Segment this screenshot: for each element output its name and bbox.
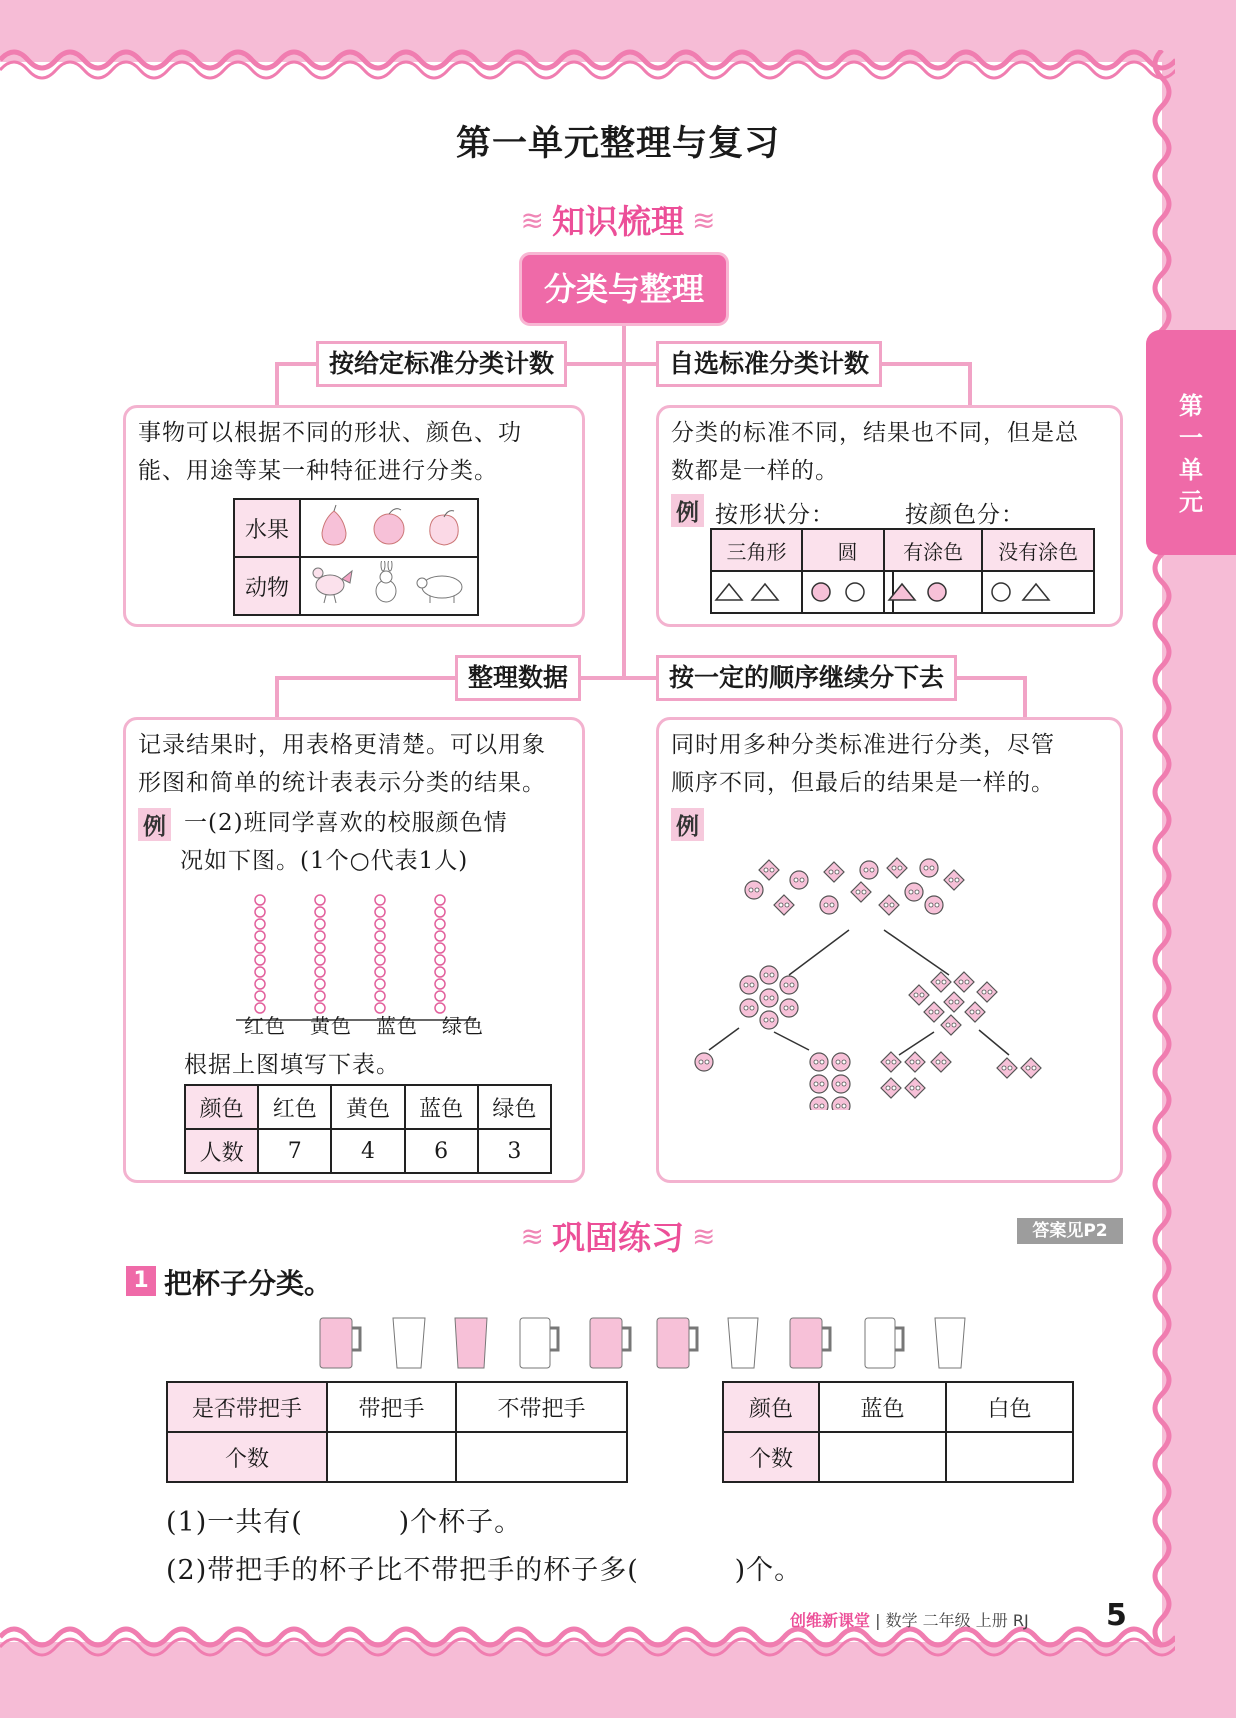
- pictograph-circle: [435, 979, 445, 989]
- pictograph-circle: [375, 931, 385, 941]
- pictograph-circle: [435, 955, 445, 965]
- cups-illustration: [315, 1310, 975, 1372]
- example-tag: 例: [671, 808, 704, 841]
- connector-line: [968, 362, 972, 407]
- box-given-standard: [123, 405, 585, 627]
- connector-line: [275, 362, 279, 407]
- pictograph-circle: [435, 895, 445, 905]
- cup-icon: [455, 1318, 487, 1368]
- row-label: 动物: [234, 557, 300, 615]
- question-number: 1: [126, 1266, 156, 1296]
- pictograph-circle: [315, 907, 325, 917]
- connector-line: [622, 323, 626, 678]
- table-cell: 3: [478, 1129, 551, 1173]
- table-cell: 4: [331, 1129, 404, 1173]
- pictograph-chart: [236, 890, 486, 1025]
- footer-brand: 创维新课堂: [790, 1611, 871, 1630]
- wave-ornament-icon: ≋: [520, 1220, 544, 1253]
- pictograph-circle: [315, 955, 325, 965]
- classification-tree-diagram: [689, 850, 1109, 1110]
- table-header: 颜色: [723, 1382, 819, 1432]
- table-header: 三角形: [711, 529, 802, 571]
- box-text-line: 形图和简单的统计表表示分类的结果。: [138, 770, 546, 796]
- example-tag: 例: [671, 494, 704, 527]
- cup-icon: [935, 1318, 965, 1368]
- pictograph-circle: [255, 931, 265, 941]
- pictograph-circle: [255, 943, 265, 953]
- side-tab-char: 第: [1179, 392, 1203, 420]
- section-title-text: 巩固练习: [552, 1218, 684, 1257]
- box-text-line: 记录结果时，用表格更清楚。可以用象: [138, 732, 546, 758]
- pictograph-circle: [375, 967, 385, 977]
- cup-icon: [520, 1318, 558, 1368]
- pictograph-circle: [255, 967, 265, 977]
- pictograph-circle: [315, 967, 325, 977]
- circle-icon: [803, 580, 873, 604]
- table-cell: 7: [258, 1129, 331, 1173]
- footer-text: | 数学 二年级 上册 RJ: [870, 1611, 1029, 1630]
- side-tab-char: 一: [1179, 424, 1203, 452]
- pictograph-circle: [315, 919, 325, 929]
- pictograph-circle: [315, 991, 325, 1001]
- section-title-text: 知识梳理: [552, 202, 684, 241]
- branch-label: 按给定标准分类计数: [316, 341, 567, 387]
- pictograph-circle: [255, 907, 265, 917]
- pictograph-circle: [315, 943, 325, 953]
- central-topic: 分类与整理: [522, 255, 726, 323]
- cup-icon: [590, 1318, 630, 1368]
- example-tag: 例: [138, 808, 171, 841]
- color-table: [883, 528, 1095, 614]
- category-label: 黄色: [310, 1014, 352, 1038]
- wavy-border-bottom: [0, 1625, 1175, 1665]
- pictograph-circle: [375, 943, 385, 953]
- color-count-table: [184, 1084, 552, 1174]
- row-label: 个数: [167, 1432, 327, 1482]
- table-header: 有涂色: [884, 529, 982, 571]
- page-title: 第一单元整理与复习: [455, 124, 780, 164]
- pictograph-circle: [375, 919, 385, 929]
- row-label: 水果: [234, 499, 300, 557]
- box-text-line: 顺序不同，但最后的结果是一样的。: [671, 770, 1055, 796]
- pictograph-circle: [375, 955, 385, 965]
- cup-color-table: [722, 1381, 1074, 1483]
- cup-icon: [657, 1318, 697, 1368]
- pictograph-circle: [255, 895, 265, 905]
- pictograph-circle: [435, 943, 445, 953]
- sub-question-2[interactable]: (2)带把手的杯子比不带把手的杯子多( )个。: [166, 1555, 803, 1586]
- side-tab-char: 单: [1179, 456, 1203, 484]
- answer-reference-badge[interactable]: 答案见P2: [1017, 1218, 1123, 1244]
- cup-icon: [865, 1318, 903, 1368]
- pictograph-circle: [435, 991, 445, 1001]
- fruit-animal-table: [233, 498, 479, 616]
- pictograph-circle: [255, 955, 265, 965]
- triangle-icon: [712, 580, 782, 604]
- connector-line: [275, 676, 279, 718]
- box-text-line: 事物可以根据不同的形状、颜色、功: [138, 420, 522, 446]
- wavy-border-top: [0, 40, 1175, 80]
- answer-cell[interactable]: [946, 1432, 1073, 1482]
- pictograph-circle: [435, 919, 445, 929]
- pictograph-circle: [255, 979, 265, 989]
- section-heading-knowledge: [0, 196, 1236, 243]
- category-label: 绿色: [442, 1014, 484, 1038]
- pictograph-circle: [315, 895, 325, 905]
- category-label: 红色: [244, 1014, 286, 1038]
- wave-ornament-icon: ≋: [520, 204, 544, 237]
- pictograph-circle: [375, 979, 385, 989]
- cup-icon: [728, 1318, 758, 1368]
- table-header: 黄色: [331, 1085, 404, 1129]
- row-label: 人数: [185, 1129, 258, 1173]
- wave-ornament-icon: ≋: [692, 204, 716, 237]
- pictograph-circle: [375, 907, 385, 917]
- pictograph-circle: [435, 931, 445, 941]
- side-tab-char: 元: [1179, 488, 1203, 516]
- table-header: 颜色: [185, 1085, 258, 1129]
- table-header: 绿色: [478, 1085, 551, 1129]
- answer-cell[interactable]: [456, 1432, 627, 1482]
- page-number: 5: [1106, 1598, 1127, 1633]
- fruit-icon: [304, 503, 474, 547]
- branch-label: 自选标准分类计数: [656, 341, 882, 387]
- fill-instruction: 根据上图填写下表。: [184, 1052, 400, 1078]
- sub-question-1[interactable]: (1)一共有( )个杯子。: [166, 1507, 523, 1538]
- unshaded-shape-icon: [983, 580, 1053, 604]
- branch-label: 整理数据: [455, 655, 581, 701]
- pictograph-circle: [315, 979, 325, 989]
- pictograph-circle: [375, 895, 385, 905]
- table-header: 没有涂色: [982, 529, 1094, 571]
- box-text-line: 同时用多种分类标准进行分类，尽管: [671, 732, 1055, 758]
- wave-ornament-icon: ≋: [692, 1220, 716, 1253]
- row-label: 个数: [723, 1432, 819, 1482]
- shaded-shape-icon: [885, 580, 955, 604]
- box-text-line: 能、用途等某一种特征进行分类。: [138, 458, 498, 484]
- footer-info: [790, 1608, 1029, 1631]
- example-text: 一(2)班同学喜欢的校服颜色情: [184, 810, 508, 836]
- table-header: 白色: [946, 1382, 1073, 1432]
- animal-pictures: [300, 557, 478, 615]
- answer-cell[interactable]: [819, 1432, 946, 1482]
- pictograph-circle: [315, 931, 325, 941]
- fruit-pictures: [300, 499, 478, 557]
- table-header: 蓝色: [405, 1085, 478, 1129]
- table-header: 不带把手: [456, 1382, 627, 1432]
- box-continue-classify: [656, 717, 1123, 1183]
- pictograph-circle: [375, 991, 385, 1001]
- table-header: 带把手: [327, 1382, 456, 1432]
- cup-icon: [320, 1318, 360, 1368]
- table-cell: 6: [405, 1129, 478, 1173]
- shape-table: [710, 528, 894, 614]
- branch-label: 按一定的顺序继续分下去: [656, 655, 957, 701]
- unit-side-tab[interactable]: [1146, 330, 1236, 555]
- category-label: 蓝色: [376, 1014, 418, 1038]
- box-text-line: 数都是一样的。: [671, 458, 839, 484]
- box-text-line: 分类的标准不同，结果也不同，但是总: [671, 420, 1079, 446]
- pictograph-circle: [255, 919, 265, 929]
- table-header: 圆: [802, 529, 893, 571]
- by-color-label: 按颜色分：: [905, 502, 1025, 528]
- box-organize-data: [123, 717, 585, 1183]
- by-shape-label: 按形状分：: [715, 502, 835, 528]
- wavy-border-right: [1148, 50, 1184, 1650]
- example-text: 况如下图。(1个○代表1人): [180, 848, 469, 874]
- table-header: 是否带把手: [167, 1382, 327, 1432]
- box-self-standard: [656, 405, 1123, 627]
- question-text: 把杯子分类。: [164, 1267, 333, 1300]
- cup-icon: [790, 1318, 830, 1368]
- answer-cell[interactable]: [327, 1432, 456, 1482]
- handle-table: [166, 1381, 628, 1483]
- animal-icon: [304, 561, 474, 605]
- pictograph-circle: [435, 967, 445, 977]
- table-header: 蓝色: [819, 1382, 946, 1432]
- pictograph-circle: [435, 907, 445, 917]
- cup-icon: [393, 1318, 425, 1368]
- table-header: 红色: [258, 1085, 331, 1129]
- pictograph-circle: [255, 991, 265, 1001]
- connector-line: [1023, 676, 1027, 718]
